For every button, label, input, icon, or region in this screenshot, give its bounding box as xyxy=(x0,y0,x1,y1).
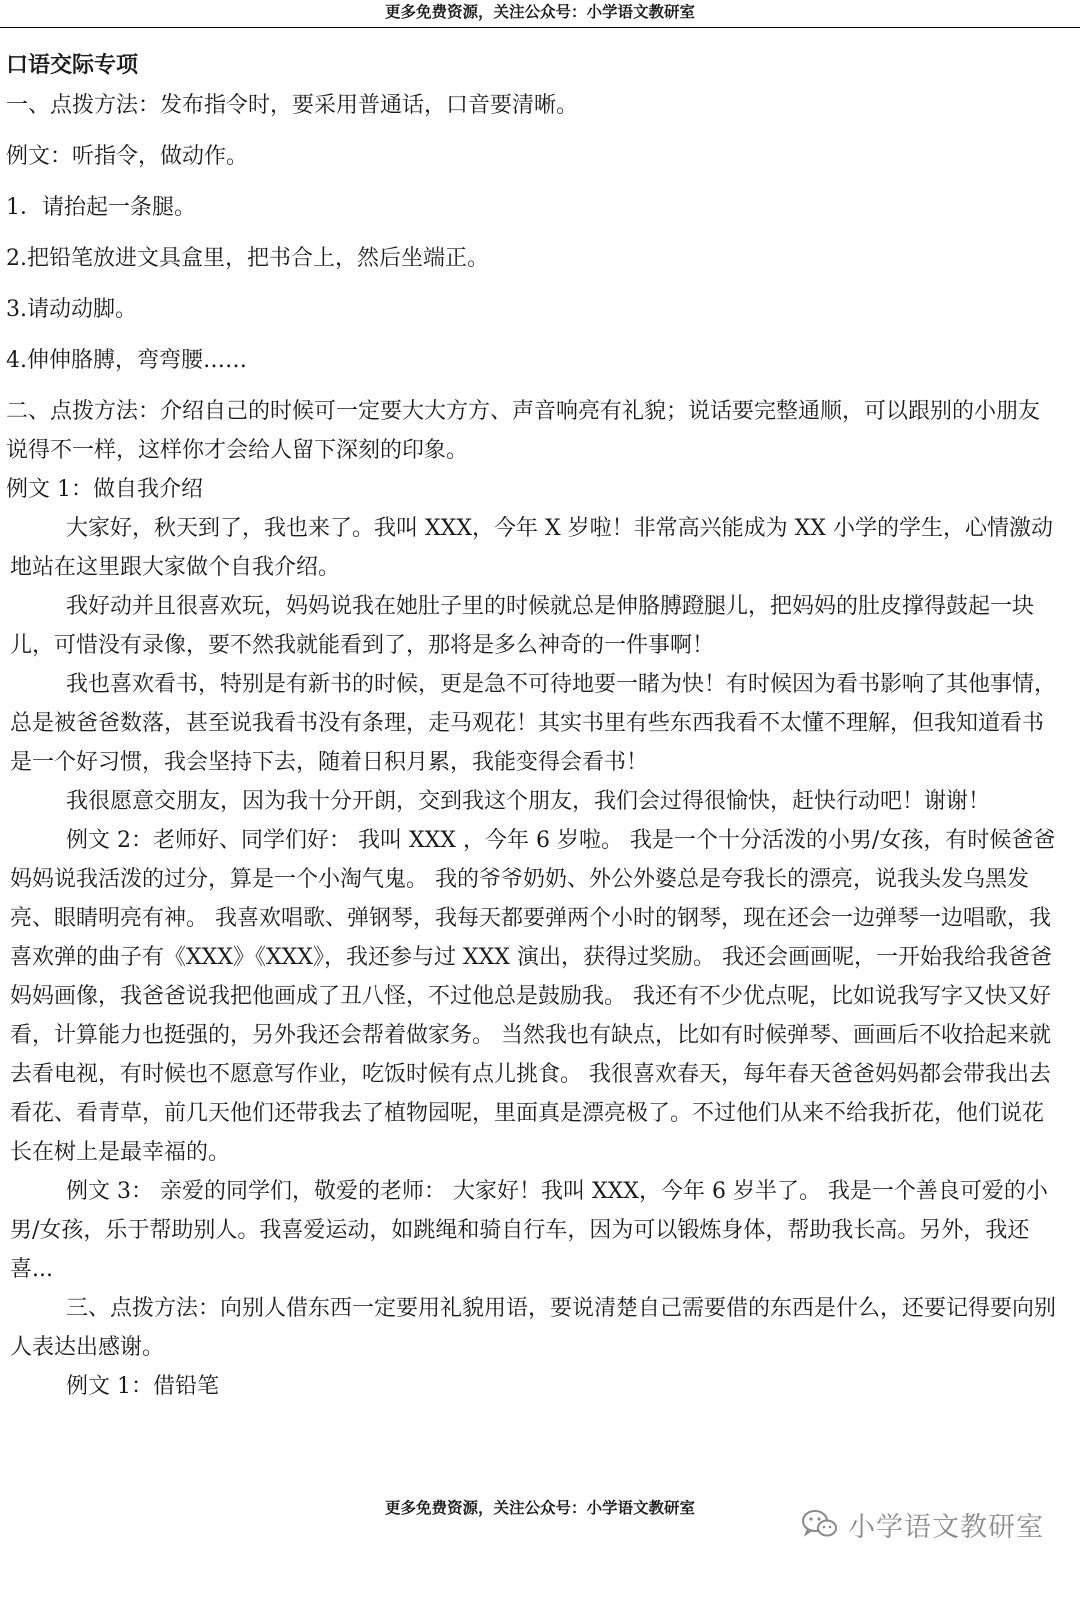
watermark xyxy=(800,1504,1044,1544)
section3-example1-title: 例文 1：借铅笔 xyxy=(66,1374,219,1399)
watermark-text: 小学语文教研室 xyxy=(848,1511,1044,1543)
example1-paragraph: 我很愿意交朋友，因为我十分开朗，交到我这个朋友，我们会过得很愉快，赶快行动吧！谢谢！ xyxy=(66,789,991,814)
example2-paragraph: 例文 2：老师好、同学们好： 我叫 XXX ，今年 6 岁啦。 我是一个十分活泼的小男/女孩，有时候爸爸妈妈说我活泼的过分，算是一个小淘气鬼。 我的爷爷奶奶、外公外婆总是夸我长的漂亮，说我头发乌黑发亮、眼睛明亮有神。 我喜欢唱歌、弹钢琴，我每天都要弹两个小时的钢琴，现在还会一边弹琴一边唱歌，我喜欢弹的曲子有《XXX》《XXX》，我还参与过 XXX 演出，获得过奖励。 我还会画画呢，一开始我给我爸爸妈妈画像，我爸爸说我把他画成了丑八怪，不过他总是鼓励我。 我还有不少优点呢，比如说我写字又快又好看，计算能力也挺强的，另外我还会帮着做家务。 当然我也有缺点，比如有时候弹琴、画画后不收拾起来就去看电视，有时候也不愿意写作业，吃饭时候有点儿挑食。 我很喜欢春天，每年春天爸爸妈妈都会带我出去看花、看青草，前几天他们还带我去了植物园呢，里面真是漂亮极了。不过他们从来不给我折花，他们说花长在树上是最幸福的。 xyxy=(10,828,1056,1165)
section3-method: 三、点拨方法：向别人借东西一定要用礼貌用语，要说清楚自己需要借的东西是什么，还要记得要向别人表达出感谢。 xyxy=(10,1296,1057,1360)
instruction-item: 3.请动动脚。 xyxy=(6,297,137,322)
page-header: 更多免费资源，关注公众号：小学语文教研室 xyxy=(384,3,695,21)
section1-example-title: 例文：听指令，做动作。 xyxy=(6,144,249,169)
instruction-item: 2.把铅笔放进文具盒里，把书合上，然后坐端正。 xyxy=(6,246,489,271)
document-body xyxy=(6,46,1058,1406)
example1-paragraph: 大家好，秋天到了，我也来了。我叫 XXX，今年 X 岁啦！非常高兴能成为 XX 小学的学生，心情激动地站在这里跟大家做个自我介绍。 xyxy=(10,516,1053,580)
example3-paragraph: 例文 3： 亲爱的同学们，敬爱的老师： 大家好！我叫 XXX，今年 6 岁半了。 我是一个善良可爱的小男/女孩，乐于帮助别人。我喜爱运动，如跳绳和骑自行车，因为可以锻炼身体，帮助我长高。另外，我还喜... xyxy=(10,1179,1048,1282)
instruction-item: 4.伸伸胳膊，弯弯腰…… xyxy=(6,348,247,373)
page-footer: 更多免费资源，关注公众号：小学语文教研室 xyxy=(384,1499,695,1517)
section2-method: 二、点拨方法：介绍自己的时候可一定要大大方方、声音响亮有礼貌；说话要完整通顺，可以跟别的小朋友说得不一样，这样你才会给人留下深刻的印象。 xyxy=(6,399,1041,463)
section1-method: 一、点拨方法：发布指令时，要采用普通话，口音要清晰。 xyxy=(6,93,579,118)
wechat-icon xyxy=(800,1508,840,1540)
header-divider xyxy=(0,27,1080,28)
document-title: 口语交际专项 xyxy=(6,53,139,78)
example1-paragraph: 我也喜欢看书，特别是有新书的时候，更是急不可待地要一睹为快！有时候因为看书影响了其他事情，总是被爸爸数落，甚至说我看书没有条理，走马观花！其实书里有些东西我看不太懂不理解，但我知道看书是一个好习惯，我会坚持下去，随着日积月累，我能变得会看书！ xyxy=(10,672,1057,775)
instruction-item: 1．请抬起一条腿。 xyxy=(6,195,196,220)
example1-paragraph: 我好动并且很喜欢玩，妈妈说我在她肚子里的时候就总是伸胳膊蹬腿儿，把妈妈的肚皮撑得鼓起一块儿，可惜没有录像，要不然我就能看到了，那将是多么神奇的一件事啊！ xyxy=(10,594,1035,658)
section2-example1-title: 例文 1：做自我介绍 xyxy=(6,477,203,502)
